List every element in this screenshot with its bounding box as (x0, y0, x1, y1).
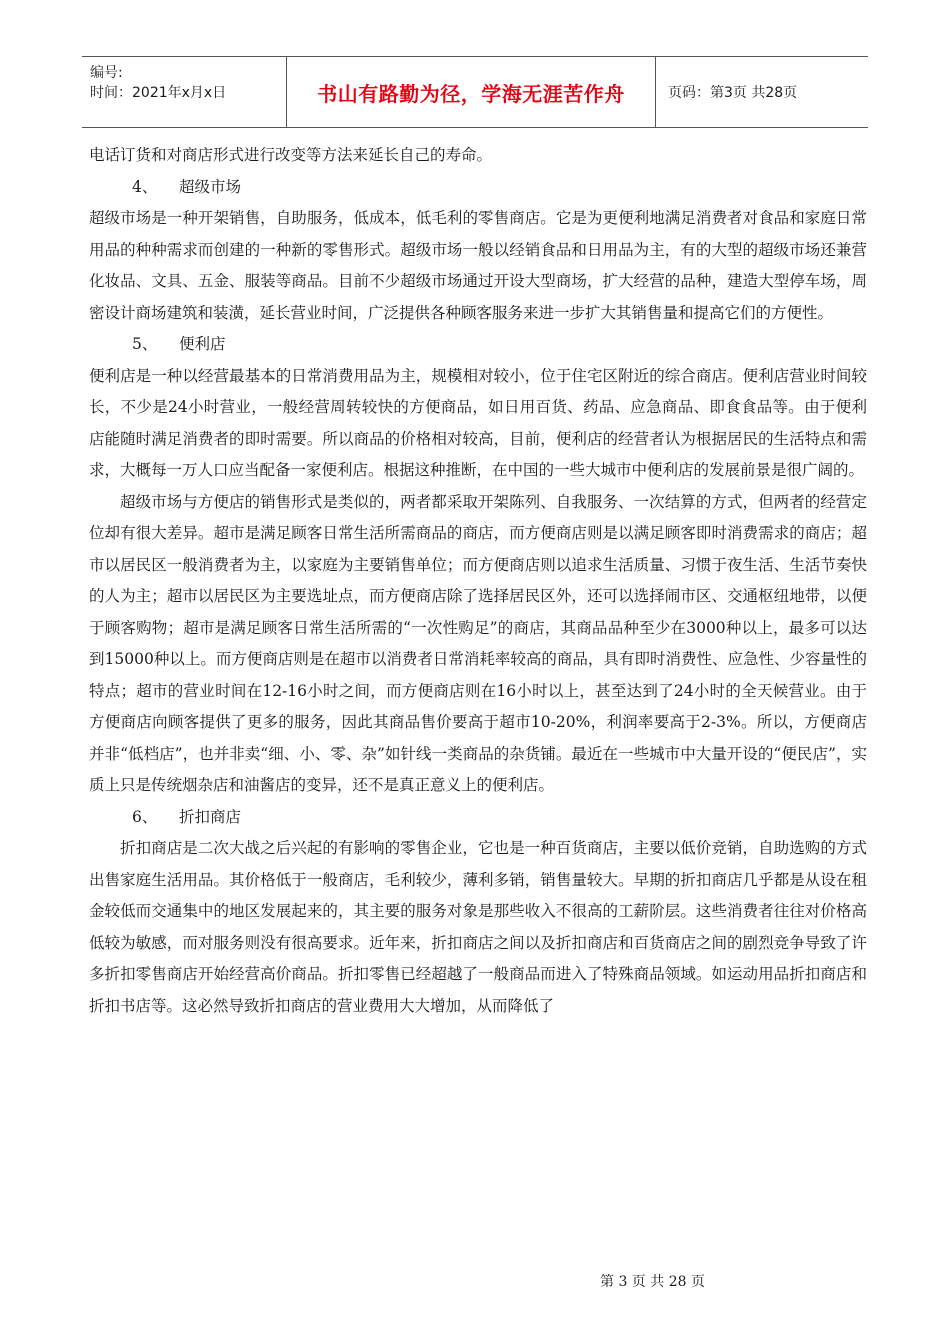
section-title: 超级市场 (179, 177, 242, 196)
paragraph: 超级市场与方便店的销售形式是类似的，两者都采取开架陈列、自我服务、一次结算的方式，但两者的经营定位却有很大差异。超市是满足顾客日常生活所需商品的商店，而方便商店则是以满足顾客即时消费需求的商店；超市以居民区一般消费者为主，以家庭为主要销售单位；而方便商店则以追求生活质量、习惯于夜生活、生活节奏快的人为主；超市以居民区为主要选址点，而方便商店除了选择居民区外，还可以选择闹市区、交通枢纽地带，以便于顾客购物；超市是满足顾客日常生活所需的“一次性购足”的商店，其商品品种至少在3000种以上，最多可以达到15000种以上。而方便商店则是在超市以消费者日常消耗率较高的商品，具有即时消费性、应急性、少容量性的特点；超市的营业时间在12-16小时之间，而方便商店则在16小时以上，甚至达到了24小时的全天候营业。由于方便商店向顾客提供了更多的服务，因此其商品售价要高于超市10-20%，利润率要高于2-3%。所以，方便商店并非“低档店”，也并非卖“细、小、零、杂”如针线一类商品的杂货铺。最近在一些城市中大量开设的“便民店”，实质上只是传统烟杂店和油酱店的变异，还不是真正意义上的便利店。 (89, 492, 867, 794)
number-label: 编号: (90, 65, 123, 81)
section-heading-4 (89, 172, 867, 204)
section-heading-6 (89, 802, 867, 834)
header-page-info: 页码：第3页 共28页 (668, 85, 798, 101)
page-footer: 第 3 页 共 28 页 (600, 1274, 705, 1290)
section-heading-5 (89, 329, 867, 361)
paragraph: 折扣商店是二次大战之后兴起的有影响的零售企业，它也是一种百货商店，主要以低价竞销，自助选购的方式出售家庭生活用品。其价格低于一般商店，毛利较少，薄利多销，销售量较大。早期的折扣商店几乎都是从设在租金较低而交通集中的地区发展起来的，其主要的服务对象是那些收入不很高的工薪阶层。这些消费者往往对价格高低较为敏感，而对服务则没有很高要求。近年来，折扣商店之间以及折扣商店和百货商店之间的剧烈竞争导致了许多折扣零售商店开始经营高价商品。折扣零售已经超越了一般商品而进入了特殊商品领域。如运动用品折扣商店和折扣书店等。这必然导致折扣商店的营业费用大大增加，从而降低了 (89, 839, 867, 1015)
page-header (82, 56, 868, 128)
section-number: 5、 (132, 335, 158, 353)
section-title: 折扣商店 (179, 807, 242, 826)
section-title: 便利店 (179, 335, 226, 353)
section-number: 4、 (132, 177, 158, 196)
paragraph: 超级市场是一种开架销售，自助服务，低成本，低毛利的零售商店。它是为更便利地满足消费者对食品和家庭日常用品的种种需求而创建的一种新的零售形式。超级市场一般以经销食品和日用品为主，有的大型的超级市场还兼营化妆品、文具、五金、服装等商品。目前不少超级市场通过开设大型商场，扩大经营的品种，建造大型停车场，周密设计商场建筑和装潢，延长营业时间，广泛提供各种顾客服务来进一步扩大其销售量和提高它们的方便性。 (89, 209, 867, 322)
header-motto: 书山有路勤为径，学海无涯苦作舟 (286, 57, 656, 127)
document-body (89, 140, 867, 1022)
section-number: 6、 (132, 807, 158, 826)
header-meta (82, 57, 286, 127)
paragraph: 电话订货和对商店形式进行改变等方法来延长自己的寿命。 (89, 146, 493, 164)
time-label: 时间：2021年x月x日 (90, 85, 227, 101)
paragraph: 便利店是一种以经营最基本的日常消费用品为主，规模相对较小，位于住宅区附近的综合商店。便利店营业时间较长，不少是24小时营业，一般经营周转较快的方便商品，如日用百货、药品、应急商品、即食食品等。由于便利店能随时满足消费者的即时需要。所以商品的价格相对较高，目前，便利店的经营者认为根据居民的生活特点和需求，大概每一万人口应当配备一家便利店。根据这种推断，在中国的一些大城市中便利店的发展前景是很广阔的。 (89, 366, 867, 479)
